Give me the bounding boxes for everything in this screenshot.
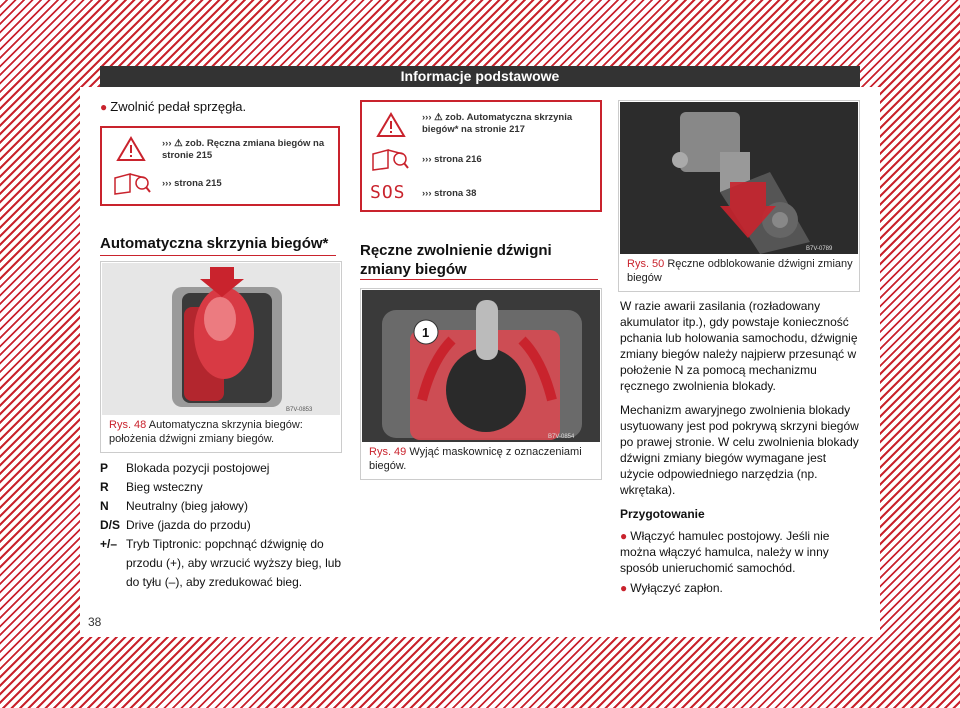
bullet-item: ● Włączyć hamulec postojowy. Jeśli nie można włączyć hamulca, należy w inny sposób unieruchomić samochód. (620, 529, 830, 575)
figure-caption (369, 445, 595, 473)
page-header: Informacje podstawowe (100, 66, 860, 87)
figure-label: Rys. 48 (109, 419, 147, 431)
figure-code: B7V-0789 (806, 246, 833, 252)
bullet-icon: ● (620, 529, 628, 543)
figure-caption (109, 418, 335, 446)
warning-triangle-icon (116, 136, 146, 162)
section-divider (360, 279, 598, 280)
info-reference[interactable]: ››› strona 215 (162, 178, 222, 189)
paragraph: Mechanizm awaryjnego zwolnienia blokady usytuowany jest pod pokrywą skrzyni biegów po prawej stronie. W celu zwolnienia blokady dźwigni zmiany biegów wymagane jest użycie odpowiedniego narzędzia (np. wkrętaka). (620, 403, 859, 497)
subheading: Przygotowanie (620, 507, 705, 521)
book-info-icon (370, 146, 410, 172)
warning-triangle-icon (376, 112, 406, 138)
figure-48 (100, 261, 342, 453)
sos-reference[interactable]: ››› strona 38 (422, 188, 477, 199)
body-text (620, 298, 860, 596)
paragraph: W razie awarii zasilania (rozładowany akumulator itp.), gdy powstaje konieczność pchania lub holowania samochodu, dźwignię zmiany biegów należy najpierw przesunąć w położenie N za pomocą mechanizmu ręcznego zwolnienia blokady. (620, 299, 858, 393)
figure-50 (618, 100, 860, 292)
warning-box (100, 126, 340, 206)
section-title: Ręczne zwolnienie dźwigni zmiany biegów (360, 242, 552, 278)
figure-marker: 1 (422, 325, 430, 340)
definition-row: D/S Drive (jazda do przodu) (100, 518, 251, 532)
figure-caption-text: Wyjąć maskownicę z oznaczeniami biegów. (369, 446, 582, 472)
section-title: Automatyczna skrzynia biegów* (100, 235, 329, 252)
definition-row: R Bieg wsteczny (100, 480, 203, 494)
sos-icon: SOS (370, 182, 406, 203)
definition-row: N Neutralny (bieg jałowy) (100, 499, 249, 513)
warning-reference[interactable]: ››› ⚠ zob. Ręczna zmiana biegów na stronie 215 (162, 138, 325, 161)
bullet-icon: ● (620, 581, 628, 595)
figure-caption-text: Ręczne odblokowanie dźwigni zmiany biegów (627, 258, 853, 284)
figure-caption-text: Automatyczna skrzynia biegów: położenia dźwigni zmiany biegów. (109, 419, 303, 445)
figure-label: Rys. 50 (627, 258, 665, 270)
bullet-icon: ● (100, 100, 108, 114)
figure-49 (360, 288, 602, 480)
warning-reference[interactable]: ››› ⚠ zob. Automatyczna skrzynia biegów* na stronie 217 (422, 112, 573, 135)
bullet-text: Zwolnić pedał sprzęgła. (110, 99, 247, 114)
bullet-item (100, 98, 340, 116)
bullet-item: ● Wyłączyć zapłon. (620, 581, 723, 595)
info-reference[interactable]: ››› strona 216 (422, 154, 482, 165)
book-info-icon (112, 170, 152, 196)
figure-code: B7V-0853 (286, 407, 313, 413)
warning-box (360, 100, 602, 212)
figure-caption (627, 257, 853, 285)
manual-release-illustration (620, 102, 858, 254)
section-divider (100, 255, 336, 256)
definition-row: P Blokada pozycji postojowej (100, 461, 270, 475)
figure-label: Rys. 49 (369, 446, 407, 458)
figure-code: B7V-0854 (548, 434, 575, 440)
gear-lever-illustration (102, 263, 340, 415)
gear-cover-removal-illustration (362, 290, 600, 442)
definition-row: +/– Tryb Tiptronic: popchnąć dźwignię do przodu (+), aby wrzucić wyższy bieg, lub do tyłu (–), aby zredukować bieg. (100, 537, 342, 589)
gear-position-list (100, 459, 350, 595)
page-number: 38 (88, 615, 102, 629)
